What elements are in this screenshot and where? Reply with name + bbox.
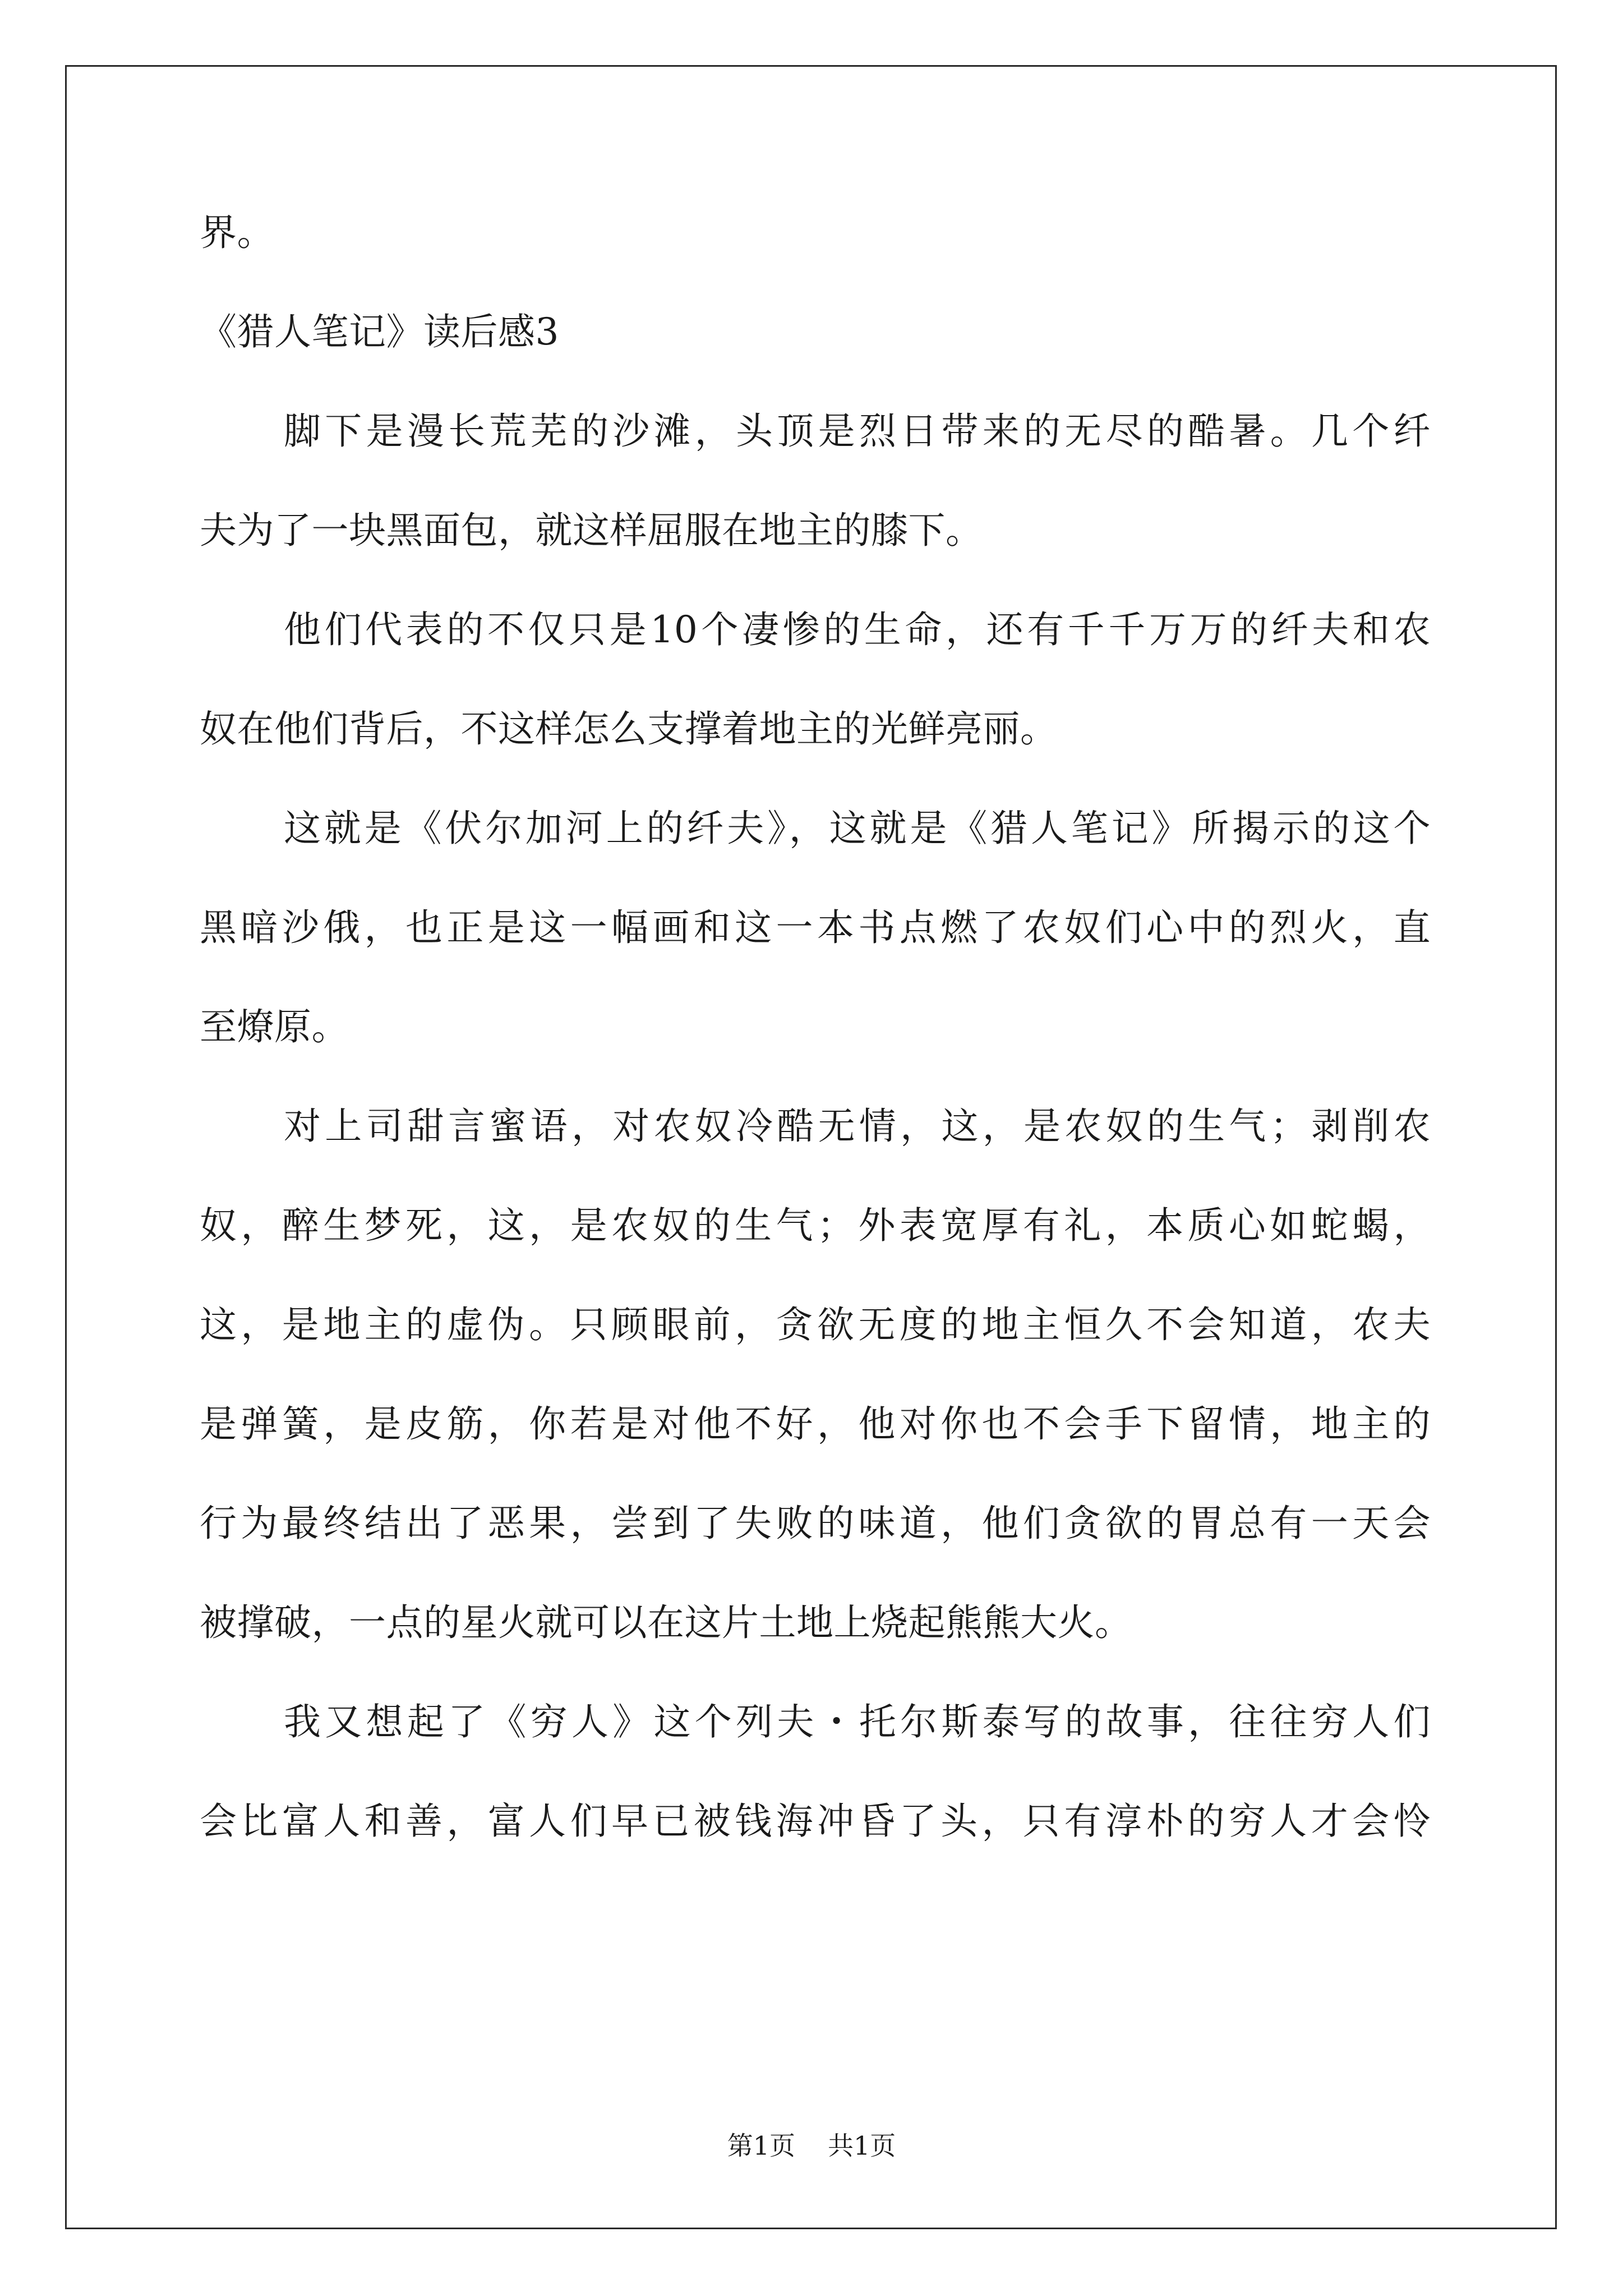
text-line: 至燎原。 (200, 1005, 349, 1048)
total-pages: 共1页 (828, 2131, 896, 2161)
document-body (200, 208, 1431, 1847)
section-heading: 《猎人笔记》读后感3 (200, 310, 559, 353)
text-line: 是弹簧，是皮筋，你若是对他不好，他对你也不会手下留情，地主的 (200, 1402, 1431, 1446)
text-line: 他们代表的不仅只是10个凄惨的生命，还有千千万万的纤夫和农 (284, 608, 1431, 651)
text-line: 行为最终结出了恶果，尝到了失败的味道，他们贪欲的胃总有一天会 (200, 1502, 1431, 1545)
text-line: 界。 (200, 211, 274, 254)
text-line: 这，是地主的虚伪。只顾眼前，贪欲无度的地主恒久不会知道，农夫 (200, 1303, 1431, 1346)
text-line: 被撑破，一点的星火就可以在这片土地上烧起熊熊大火。 (200, 1601, 1132, 1644)
page-footer (0, 2129, 1623, 2162)
text-line: 黑暗沙俄，也正是这一幅画和这一本书点燃了农奴们心中的烈火，直 (200, 906, 1431, 949)
text-line: 夫为了一块黑面包，就这样屈服在地主的膝下。 (200, 509, 983, 552)
text-line: 我又想起了《穷人》这个列夫・托尔斯泰写的故事，往往穷人们 (284, 1700, 1431, 1743)
text-line: 奴在他们背后，不这样怎么支撑着地主的光鲜亮丽。 (200, 707, 1058, 751)
text-line: 这就是《伏尔加河上的纤夫》，这就是《猎人笔记》所揭示的这个 (284, 807, 1431, 850)
text-line: 对上司甜言蜜语，对农奴冷酷无情，这，是农奴的生气；剥削农 (284, 1105, 1431, 1148)
text-line: 会比富人和善，富人们早已被钱海冲昏了头，只有淳朴的穷人才会怜 (200, 1800, 1431, 1843)
text-line: 奴，醉生梦死，这，是农奴的生气；外表宽厚有礼，本质心如蛇蝎， (200, 1204, 1431, 1247)
text-line: 脚下是漫长荒芜的沙滩，头顶是烈日带来的无尽的酷暑。几个纤 (284, 409, 1431, 453)
page-number: 第1页 (727, 2131, 795, 2161)
